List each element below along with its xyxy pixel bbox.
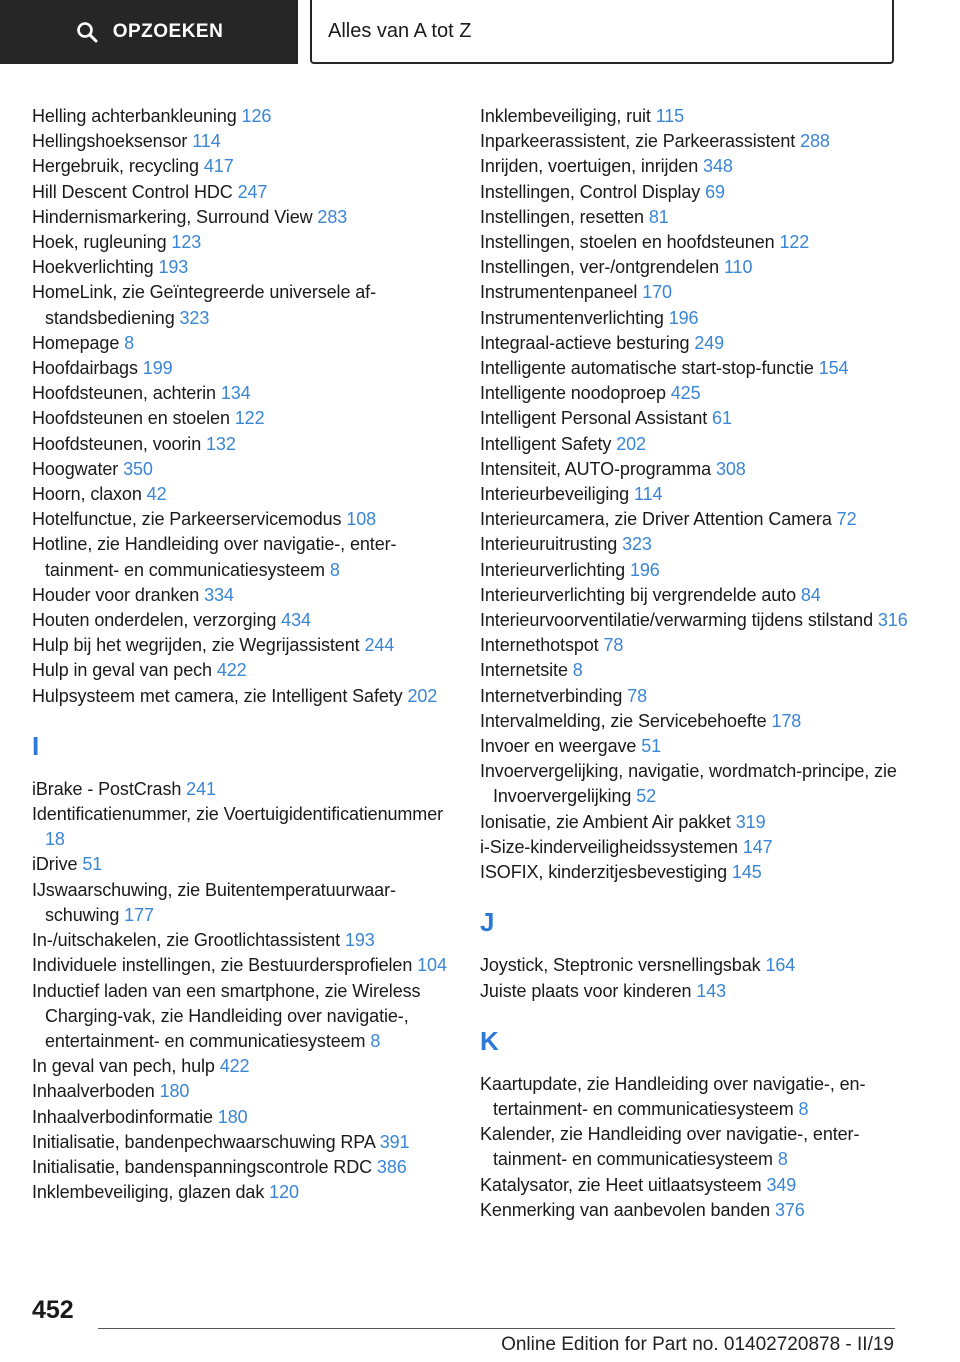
index-entry-term: i-Size-kinderveiligheidssystemen	[480, 836, 743, 857]
index-entry-page-link[interactable]: 177	[124, 904, 154, 925]
search-icon	[75, 20, 99, 44]
index-entry-term: Intelligent Safety	[480, 433, 617, 454]
index-entry-page-link[interactable]: 180	[217, 1106, 248, 1127]
section-tab[interactable]	[310, 0, 894, 64]
index-entry	[32, 1105, 462, 1130]
index-entry-term: Hoofdsteunen, voorin	[32, 433, 207, 454]
index-entry	[32, 583, 462, 608]
index-entry	[480, 810, 920, 835]
index-entry-page-link[interactable]: 126	[241, 106, 272, 126]
index-entry-page-link[interactable]: 376	[774, 1199, 805, 1220]
index-entry-term: Hotline, zie Handleiding over navigatie-, entertainment- en communicatiesysteem	[32, 534, 397, 580]
index-entry	[480, 759, 920, 809]
index-column-left	[32, 104, 462, 1205]
index-entry	[32, 633, 462, 658]
index-entry-page-link[interactable]: 78	[603, 635, 624, 656]
search-label: OPZOEKEN	[112, 21, 224, 42]
index-entry-term: Katalysator, zie Heet uitlaatsysteem	[480, 1174, 767, 1195]
index-entry-term: Joystick, Steptronic versnellingsbak	[480, 955, 766, 976]
index-entry-page-link[interactable]: 8	[777, 1149, 788, 1170]
index-entry-term: Hoofdsteunen en stoelen	[32, 408, 235, 429]
index-entry-page-link[interactable]: 244	[364, 635, 395, 656]
index-entry-term: Invoervergelijking, navigatie, wordmatch-principe, zie Invoervergelijking	[480, 761, 897, 807]
index-entry	[480, 1173, 920, 1198]
index-entry-term: In-/uitschakelen, zie Grootlichtassistent	[32, 930, 345, 951]
index-entry	[32, 482, 462, 507]
index-entry-term: Individuele instellingen, zie Bestuurdersprofielen	[32, 955, 418, 976]
index-entry	[480, 1072, 920, 1122]
index-entry-page-link[interactable]: 434	[281, 610, 311, 631]
index-entry-page-link[interactable]: 202	[407, 685, 438, 706]
index-entry-term: Interieurverlichting	[480, 559, 630, 580]
index-entry	[32, 154, 462, 179]
index-entry-page-link[interactable]: 115	[655, 106, 685, 126]
index-entry	[480, 129, 920, 154]
index-entry-page-link[interactable]: 308	[715, 458, 746, 479]
index-entry-page-link[interactable]: 319	[735, 811, 766, 832]
index-entry-page-link[interactable]: 84	[800, 584, 821, 605]
index-entry-page-link[interactable]: 8	[370, 1030, 381, 1051]
index-entry	[480, 953, 920, 978]
index-entry-term: Instrumentenpaneel	[480, 282, 643, 303]
index-entry	[480, 230, 920, 255]
index-entry-page-link[interactable]: 8	[572, 660, 583, 681]
index-entry	[480, 432, 920, 457]
index-entry-term: Internethotspot	[480, 635, 604, 656]
index-entry	[480, 306, 920, 331]
index-entry-page-link[interactable]: 134	[220, 383, 251, 404]
index-entry	[32, 255, 462, 280]
index-entry	[32, 406, 462, 431]
index-entry-term: Interieurvoorventilatie/verwarming tijdens stilstand	[480, 610, 878, 631]
index-entry-page-link[interactable]: 202	[616, 433, 646, 454]
index-entry-term: Hindernismarkering, Surround View	[32, 206, 318, 227]
index-entry	[32, 1054, 462, 1079]
index-entry-page-link[interactable]: 164	[765, 955, 796, 976]
index-entry-term: Inparkeerassistent, zie Parkeerassistent	[480, 131, 801, 152]
index-entry	[32, 230, 462, 255]
index-entry	[480, 734, 920, 759]
index-entry	[32, 129, 462, 154]
index-entry-page-link[interactable]: 78	[627, 685, 648, 706]
index-entry-page-link[interactable]: 196	[629, 559, 660, 580]
index-entry-term: HomeLink, zie Geïntegreerde universele afstandsbediening	[32, 282, 377, 328]
index-entry-term: Houten onderdelen, verzorging	[32, 610, 282, 631]
index-entry	[32, 457, 462, 482]
index-entry	[32, 608, 462, 633]
index-entry	[480, 507, 920, 532]
index-entry	[480, 280, 920, 305]
index-entry	[32, 280, 462, 330]
index-entry	[480, 180, 920, 205]
index-entry	[32, 180, 462, 205]
index-entry-term: Instellingen, stoelen en hoofdsteunen	[480, 232, 780, 253]
index-entry-page-link[interactable]: 249	[694, 332, 725, 353]
index-entry-term: IJswaarschuwing, zie Buitentemperatuurwaarschuwing	[32, 879, 396, 925]
index-entry-term: Intensiteit, AUTO-programma	[480, 458, 716, 479]
index-entry-term: Hoogwater	[32, 458, 124, 479]
index-entry-term: Kaartupdate, zie Handleiding over navigatie-, entertainment- en communicatiesysteem	[480, 1073, 866, 1119]
index-entry-page-link[interactable]: 145	[731, 862, 762, 883]
index-entry-page-link[interactable]: 180	[159, 1081, 190, 1102]
index-entry-term: Ionisatie, zie Ambient Air pakket	[480, 811, 736, 832]
index-entry	[32, 381, 462, 406]
index-entry-term: Kenmerking van aanbevolen banden	[480, 1199, 775, 1220]
index-entry-page-link[interactable]: 386	[376, 1156, 407, 1177]
index-entry-term: Hill Descent Control HDC	[32, 181, 238, 202]
index-entry-term: ISOFIX, kinderzitjesbevestiging	[480, 862, 732, 883]
index-entry-term: Hotelfunctue, zie Parkeerservicemodus	[32, 509, 347, 530]
index-entry-term: Kalender, zie Handleiding over navigatie-, entertainment- en communicatiesysteem	[480, 1124, 860, 1170]
index-entry-page-link[interactable]: 108	[346, 509, 377, 530]
index-entry-page-link[interactable]: 425	[670, 383, 701, 404]
index-entry	[480, 633, 920, 658]
index-entry-term: Initialisatie, bandenpechwaarschuwing RPA	[32, 1131, 380, 1152]
index-entry-page-link[interactable]: 120	[269, 1182, 299, 1203]
index-entry	[32, 684, 462, 709]
index-entry	[480, 1122, 920, 1172]
index-entry-term: Invoer en weergave	[480, 736, 642, 757]
index-entry	[480, 658, 920, 683]
index-entry	[32, 658, 462, 683]
index-entry-page-link[interactable]: 334	[204, 584, 234, 605]
index-entry	[32, 1130, 462, 1155]
index-entry-page-link[interactable]: 178	[771, 710, 802, 731]
index-entry	[480, 255, 920, 280]
index-entry-page-link[interactable]: 283	[317, 206, 348, 227]
index-entry-page-link[interactable]: 196	[668, 307, 699, 328]
index-entry	[480, 532, 920, 557]
index-entry	[480, 205, 920, 230]
index-entry-page-link[interactable]: 114	[634, 484, 663, 505]
page-number: 452	[32, 1296, 74, 1324]
index-entry-page-link[interactable]: 143	[696, 980, 727, 1001]
index-entry	[480, 979, 920, 1004]
index-letter-heading: I	[32, 730, 40, 761]
index-entry-page-link[interactable]: 241	[186, 778, 216, 799]
index-entry-term: Hellingshoeksensor	[32, 131, 193, 152]
index-letter-heading: K	[480, 1025, 499, 1056]
index-entry	[32, 979, 462, 1055]
index-entry	[480, 381, 920, 406]
index-entry	[480, 709, 920, 734]
index-entry	[32, 532, 462, 582]
index-entry-page-link[interactable]: 8	[329, 559, 340, 580]
index-entry-page-link[interactable]: 132	[206, 433, 236, 454]
index-letter-heading: J	[480, 907, 495, 938]
index-entry-page-link[interactable]: 8	[124, 332, 135, 353]
index-entry-page-link[interactable]: 122	[779, 232, 810, 253]
index-entry-page-link[interactable]: 350	[123, 458, 153, 479]
index-entry-term: Intervalmelding, zie Servicebehoefte	[480, 710, 772, 731]
index-entry-page-link[interactable]: 61	[712, 408, 732, 429]
top-bar	[0, 0, 960, 66]
index-entry-term: Hergebruik, recycling	[32, 156, 204, 177]
index-entry-page-link[interactable]: 122	[234, 408, 265, 429]
index-entry-page-link[interactable]: 18	[45, 829, 65, 850]
index-entry	[480, 558, 920, 583]
index-entry-term: Hulpsysteem met camera, zie Intelligent Safety	[32, 685, 408, 706]
index-entry-term: Initialisatie, bandenspanningscontrole RDC	[32, 1156, 377, 1177]
index-entry-page-link[interactable]: 147	[742, 836, 773, 857]
index-entry	[480, 406, 920, 431]
index-entry-term: Interieurbeveiliging	[480, 484, 634, 505]
index-entry-term: Hulp in geval van pech	[32, 660, 217, 681]
index-entry-term: Helling achterbankleuning	[32, 106, 242, 126]
index-entry-term: Hoek, rugleuning	[32, 232, 172, 253]
index-entry-term: Juiste plaats voor kinderen	[480, 980, 697, 1001]
index-entry	[480, 835, 920, 860]
index-entry	[32, 1079, 462, 1104]
index-entry-page-link[interactable]: 316	[877, 610, 908, 631]
index-entry-term: Hoofdsteunen, achterin	[32, 383, 221, 404]
index-entry-page-link[interactable]: 323	[622, 534, 652, 555]
index-entry-page-link[interactable]: 42	[146, 484, 167, 505]
index-entry	[32, 852, 462, 877]
index-entry-term: Intelligente noodoproep	[480, 383, 671, 404]
index-entry	[32, 953, 462, 978]
index-entry-page-link[interactable]: 199	[142, 358, 173, 379]
index-entry-page-link[interactable]: 123	[171, 232, 202, 253]
index-entry-page-link[interactable]: 193	[158, 257, 189, 278]
index-entry-page-link[interactable]: 348	[703, 156, 733, 177]
footer-edition: Online Edition for Part no. 01402720878 - II/19	[501, 1334, 894, 1355]
index-entry-page-link[interactable]: 104	[417, 955, 447, 976]
index-entry-term: Instrumentenverlichting	[480, 307, 669, 328]
index-entry-term: Instellingen, ver-/ontgrendelen	[480, 257, 724, 278]
index-entry-page-link[interactable]: 8	[798, 1098, 809, 1119]
index-entry-term: Inhaalverboden	[32, 1081, 160, 1102]
index-entry	[480, 1198, 920, 1223]
index-entry-page-link[interactable]: 81	[648, 206, 669, 227]
index-entry-term: Instellingen, Control Display	[480, 181, 706, 202]
index-entry	[32, 777, 462, 802]
search-tab[interactable]	[0, 0, 298, 64]
index-entry	[480, 104, 920, 129]
index-entry	[480, 684, 920, 709]
index-entry	[32, 205, 462, 230]
index-entry	[32, 878, 462, 928]
index-entry	[480, 608, 920, 633]
index-entry-page-link[interactable]: 110	[723, 257, 753, 278]
index-entry-term: iBrake - PostCrash	[32, 778, 187, 799]
index-entry-page-link[interactable]: 417	[203, 156, 234, 177]
index-entry-page-link[interactable]: 114	[192, 131, 221, 152]
index-entry-term: Interieurverlichting bij vergrendelde auto	[480, 584, 801, 605]
index-entry-term: Hoofdairbags	[32, 358, 143, 379]
index-entry-page-link[interactable]: 154	[818, 358, 849, 379]
index-entry-page-link[interactable]: 247	[237, 181, 268, 202]
index-entry-term: Integraal-actieve besturing	[480, 332, 695, 353]
index-entry	[32, 1180, 462, 1205]
index-entry-page-link[interactable]: 323	[179, 307, 210, 328]
index-entry-term: Hoekverlichting	[32, 257, 159, 278]
index-entry-page-link[interactable]: 52	[636, 786, 657, 807]
index-entry-term: Interieurcamera, zie Driver Attention Camera	[480, 509, 837, 530]
section-title: Alles van A tot Z	[328, 19, 472, 42]
index-entry-term: In geval van pech, hulp	[32, 1056, 220, 1077]
index-entry	[480, 583, 920, 608]
index-entry-term: Inklembeveiliging, ruit	[480, 106, 656, 126]
index-entry-page-link[interactable]: 288	[800, 131, 830, 152]
index-entry-term: Intelligente automatische start-stop-functie	[480, 358, 819, 379]
index-entry-page-link[interactable]: 72	[836, 509, 857, 530]
index-entry	[32, 507, 462, 532]
index-entry	[480, 154, 920, 179]
index-entry	[32, 104, 462, 129]
index-column-right	[480, 104, 920, 1223]
index-entry-term: Identificatienummer, zie Voertuigidentificatienummer	[32, 804, 444, 825]
index-entry-term: iDrive	[32, 854, 83, 875]
footer-divider	[98, 1328, 895, 1329]
index-entry-page-link[interactable]: 422	[219, 1056, 250, 1077]
index-entry-term: Hulp bij het wegrijden, zie Wegrijassistent	[32, 635, 365, 656]
index-entry	[32, 432, 462, 457]
index-entry-term: Inhaalverbodinformatie	[32, 1106, 218, 1127]
index-entry-term: Inductief laden van een smartphone, zie Wireless Charging-vak, zie Handleiding over navigatie-, entertainment- en communicatiesysteem	[32, 980, 421, 1051]
index-entry-page-link[interactable]: 170	[642, 282, 672, 303]
index-entry	[480, 331, 920, 356]
index-entry-term: Internetsite	[480, 660, 573, 681]
index-entry	[32, 356, 462, 381]
index-entry-page-link[interactable]: 391	[379, 1131, 410, 1152]
index-entry	[32, 331, 462, 356]
index-entry	[480, 860, 920, 885]
index-entry-page-link[interactable]: 51	[82, 854, 103, 875]
index-entry-term: Inklembeveiliging, glazen dak	[32, 1182, 270, 1203]
index-entry	[32, 802, 462, 852]
index-entry-term: Interieuruitrusting	[480, 534, 623, 555]
index-entry	[32, 928, 462, 953]
index-entry-page-link[interactable]: 69	[705, 181, 725, 202]
index-entry-term: Intelligent Personal Assistant	[480, 408, 713, 429]
index-entry-term: Internetverbinding	[480, 685, 628, 706]
index-entry-term: Hoorn, claxon	[32, 484, 147, 505]
index-entry-term: Homepage	[32, 332, 125, 353]
index-entry	[480, 356, 920, 381]
index-entry-term: Houder voor dranken	[32, 584, 205, 605]
index-entry-term: Inrijden, voertuigen, inrijden	[480, 156, 704, 177]
index-entry	[32, 1155, 462, 1180]
index-entry-page-link[interactable]: 349	[766, 1174, 797, 1195]
index-entry-term: Instellingen, resetten	[480, 206, 649, 227]
index-entry-page-link[interactable]: 51	[641, 736, 662, 757]
index-entry	[480, 482, 920, 507]
index-entry	[480, 457, 920, 482]
index-entry-page-link[interactable]: 193	[344, 930, 375, 951]
index-entry-page-link[interactable]: 422	[216, 660, 247, 681]
